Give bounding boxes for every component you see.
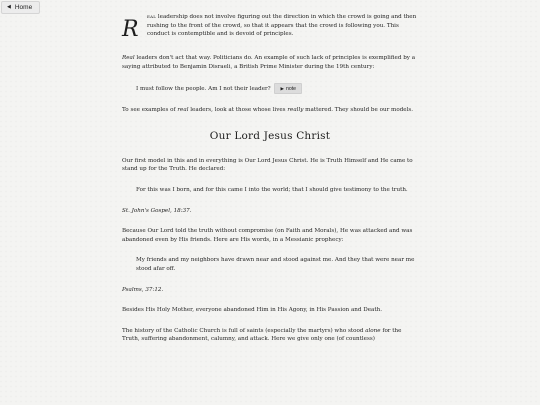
drop-cap: R <box>122 17 139 42</box>
emphasis-alone: alone <box>365 327 381 334</box>
blockquote-disraeli <box>136 83 418 94</box>
paragraph-history-text-1: The history of the Catholic Church is full of saints (especially the martyrs) who stood <box>122 327 366 334</box>
section-heading: Our Lord Jesus Christ <box>209 129 331 142</box>
home-button-label: Home <box>14 4 33 11</box>
paragraph-attacked: Because Our Lord told the truth without compromise (on Faith and Morals), He was attacked and was abandoned even by His friends. Here are His words, in a Messianic prophecy: <box>122 228 413 243</box>
citation-john: St. John's Gospel, 18:37. <box>122 207 192 214</box>
paragraph-politicians-text: leaders don't act that way. Politicians do. An example of such lack of principles is exemplified by a saying attributed to Benjamin Disraeli, a British Prime Minister during the 19th century: <box>122 55 416 70</box>
intro-smallcaps: eal <box>147 14 157 20</box>
paragraph-history-text-2: for the Truth, suffering abandonment, calumny, and attack. Here we give only one (of countless) <box>122 327 402 343</box>
paragraph-examples-text-1: To see examples of <box>122 107 178 114</box>
paragraph-first-model: Our first model in this and in everything is Our Lord Jesus Christ. He is Truth Himself and He came to stand up for the Truth. He declared: <box>122 157 413 173</box>
article-content <box>122 13 418 356</box>
note-button[interactable] <box>274 83 302 94</box>
intro-paragraph <box>122 13 418 42</box>
emphasis-really: really <box>287 107 304 114</box>
triangle-left-icon: ◀ <box>7 4 11 10</box>
paragraph-examples <box>122 106 418 115</box>
paragraph-examples-text-3: mattered. They should be our models. <box>303 107 414 114</box>
triangle-right-icon: ▶ <box>280 86 284 92</box>
home-button[interactable] <box>1 1 40 14</box>
paragraph-history <box>122 327 418 344</box>
paragraph-examples-text-2: leaders, look at those whose lives <box>188 107 288 114</box>
intro-text: leadership does not involve figuring out the direction in which the crowd is going and then rushing to the front of the crowd, so that it appears that the crowd is following you. This conduct is contemptible and is devoid of principles. <box>147 14 417 38</box>
citation-psalms: Psalms, 37:12. <box>122 286 164 293</box>
paragraph-politicians <box>122 54 418 71</box>
blockquote-psalm: My friends and my neighbors have drawn near and stood against me. And they that were near me stood afar off. <box>136 257 415 272</box>
paragraph-abandoned: Besides His Holy Mother, everyone abandoned Him in His Agony, in His Passion and Death. <box>122 307 382 314</box>
blockquote-john: For this was I born, and for this came I into the world; that I should give testimony to the truth. <box>136 186 408 193</box>
emphasis-real-2: real <box>177 107 189 114</box>
note-button-label: note <box>285 86 297 93</box>
emphasis-real: Real <box>122 55 135 61</box>
blockquote-disraeli-text: I must follow the people. Am I not their leader? <box>136 86 271 93</box>
